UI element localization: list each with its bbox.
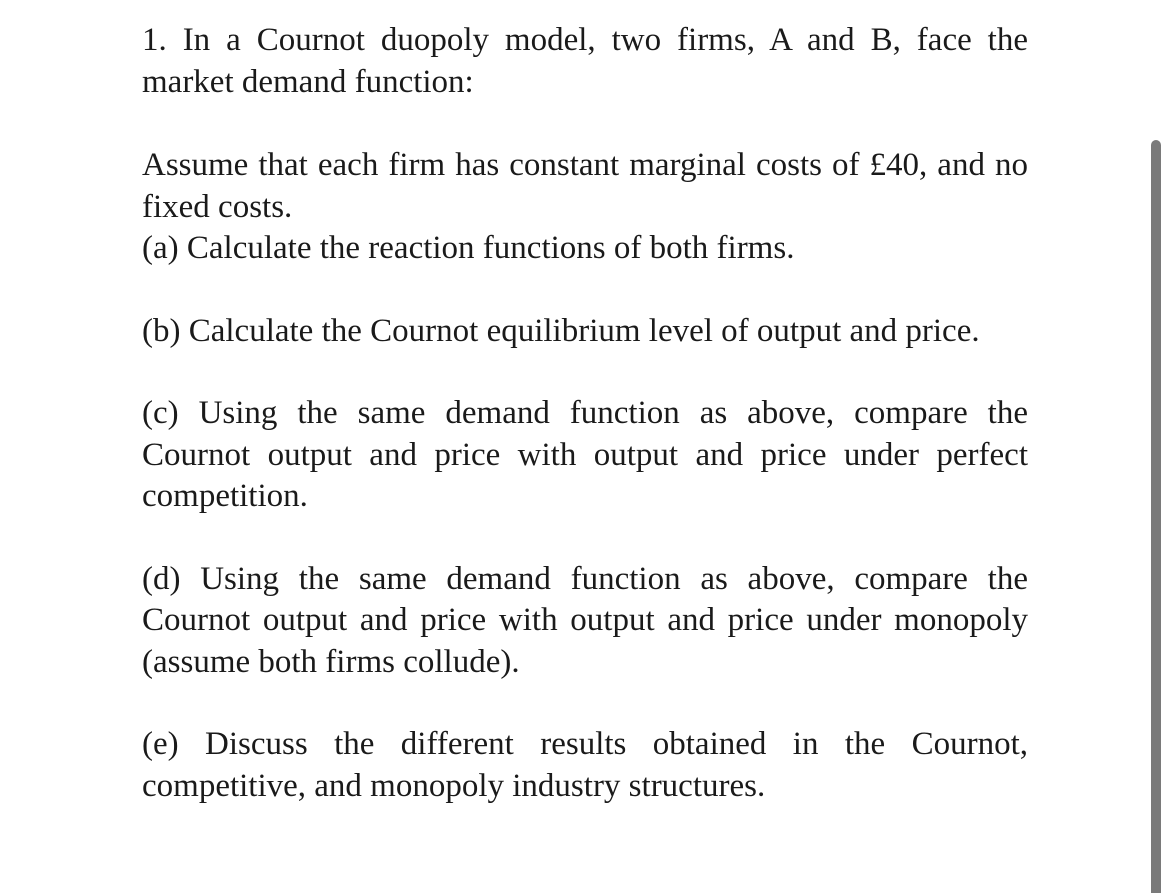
- part-e: (e) Discuss the different results obtained in the Cournot, competitive, and monopoly industry structures.: [142, 726, 1028, 804]
- scrollbar-thumb[interactable]: [1151, 140, 1161, 893]
- question-document: [142, 20, 1028, 807]
- question-intro: 1. In a Cournot duopoly model, two firms, A and B, face the market demand function:: [142, 22, 1028, 100]
- part-a: (a) Calculate the reaction functions of both firms.: [142, 230, 795, 266]
- question-assumption: Assume that each firm has constant marginal costs of £40, and no fixed costs.: [142, 147, 1028, 225]
- part-c: (c) Using the same demand function as above, compare the Cournot output and price with output and price under perfect competition.: [142, 395, 1028, 514]
- part-b: (b) Calculate the Cournot equilibrium level of output and price.: [142, 312, 980, 349]
- part-d: (d) Using the same demand function as above, compare the Cournot output and price with output and price under monopoly (assume both firms collude).: [142, 560, 1028, 680]
